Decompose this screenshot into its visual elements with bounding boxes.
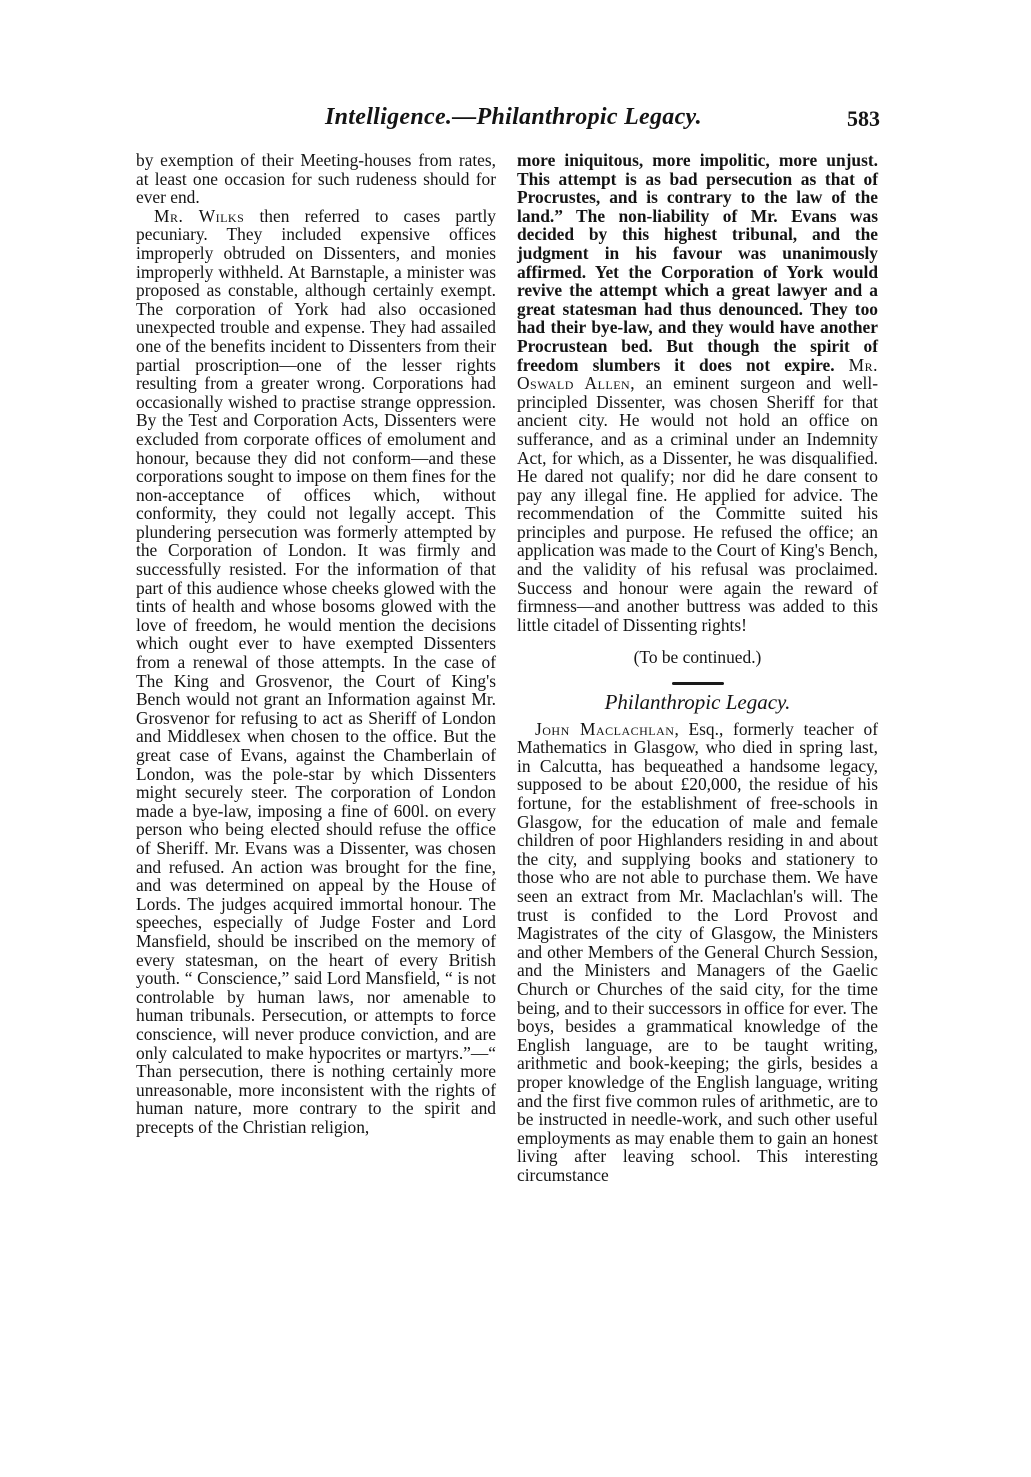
speaker-name: Mr. Wilks [154,205,245,226]
right-column [517,151,878,1184]
paragraph-text: more iniquitous, more impolitic, more unjust. This attempt is as bad persecution as that of Procrustes, and is contrary to the law of the land.” The non-liability of Mr. Evans was decided by this highest tribunal, and the judgment in his favour was unanimously affirmed. Yet the Corporation of York would revive the attempt which a great lawyer and a great statesman had thus denounced. They too had their bye-law, and they would have another Procrustean bed. But though the spirit of freedom slumbers it does not expire. [517,150,878,375]
paragraph-text: , Esq., formerly teacher of Mathematics in Glasgow, who died in spring last, in Calcutta, has bequeathed a handsome legacy, supposed to be about £20,000, the residue of his fortune, for the establishment of free-schools in Glasgow, for the education of male and female children of poor Highlanders residing in and about the city, and supplying books and stationery to those who are not able to purchase them. We have seen an extract from Mr. Maclachlan's will. The trust is confided to the Lord Provost and Magistrates of the city of Glasgow, the Ministers and other Members of the General Church Session, and the Ministers and Managers of the Gaelic Church or Churches of the said city, for the time being, and to their successors in office for ever. The boys, besides a grammatical knowledge of the English language, are to be taught writing, arithmetic and book-keeping; the girls, besides a proper knowledge of the English language, writing and the first five common rules of arithmetic, are to be instructed in needle-work, and such other useful employments as may enable them to gain an honest living after leaving school. This interesting circumstance [517,718,878,1185]
page-header [135,100,880,140]
paragraph [517,151,878,634]
left-column [136,151,496,1136]
paragraph-text: then referred to cases partly pecuniary. They included expensive offices improperly obtruded on Dissenters, and monies improperly withheld. At Barnstaple, a minister was proposed as constable, although certainly exempt. The corporation of York had also occasioned unexpected trouble and expense. They had assailed one of the benefits incident to Dissenters from their partial proscription—one of the lesser rights resulting from a greater wrong. Corporations had occasionally wished to practise strange oppression. By the Test and Corporation Acts, Dissenters were excluded from corporate offices of emolument and honour, because they did not conform—and these corporations sought to impose on them fines for the non-acceptance of offices which, without conformity, they could not legally accept. This plundering persecution was formerly attempted by the Corporation of London. It was firmly and successfully resisted. For the information of that part of this audience whose cheeks glowed with the tints of health and whose bosoms glowed with the love of freedom, he would mention the decisions which ought ever to have exempted Dissenters from a renewal of those attempts. In the case of The King and Grosvenor, the Court of King's Bench would not grant an Information against Mr. Grosvenor for refusing to act as Sheriff of London and Middlesex when chosen to the office. But the great case of Evans, against the Chamberlain of London, was the pole-star by which Dissenters might securely steer. The corporation of London made a bye-law, imposing a fine of 600l. on every person who being elected should refuse the office of Sheriff. Mr. Evans was a Dissenter, was chosen and refused. An action was brought for the fine, and was determined on appeal by the House of Lords. The judges acquired immortal honour. The speeches, especially of Judge Foster and Lord Mansfield, should be inscribed on the memory of every statesman, on the heart of every British youth. “ Conscience,” said Lord Mansfield, “ is not controlable by human laws, nor amenable to human tribunals. Persecution, or attempts to force conscience, will never produce conviction, and are only calculated to make hypocrites or martyrs.”—“ Than persecution, there is nothing certainly more unreasonable, more inconsistent with the rights of human nature, more contrary to the spirit and precepts of the Christian religion, [136,205,496,1137]
person-name: John Maclachlan [535,718,675,739]
running-title: Intelligence.—Philanthropic Legacy. [325,104,702,130]
page-number: 583 [847,106,880,131]
paragraph-text: , an eminent surgeon and well-principled Dissenter, was chosen Sheriff for that ancient city. He would not hold an office on sufferance, and as a criminal under an Indemnity Act, for which, as a Dissenter, he was disqualified. He dared not qualify; nor did he dare consent to pay any illegal fine. He applied for advice. The recommendation of the Committe suited his principles and purpose. He refused the office; an application was made to the Court of King's Bench, and the validity of his refusal was proclaimed. Success and honour were again the reward of firmness—and another buttress was added to this little citadel of Dissenting rights! [517,373,878,635]
paragraph [517,720,878,1185]
paragraph [136,207,496,1137]
section-divider [672,682,724,685]
section-title: Philanthropic Legacy. [604,690,791,715]
person-name: Mr. Oswald Allen [517,354,878,394]
continued-note: (To be continued.) [633,647,762,668]
paragraph: by exemption of their Meeting-houses from rates, at least one occasion for such rudeness should for ever end. [136,150,496,208]
